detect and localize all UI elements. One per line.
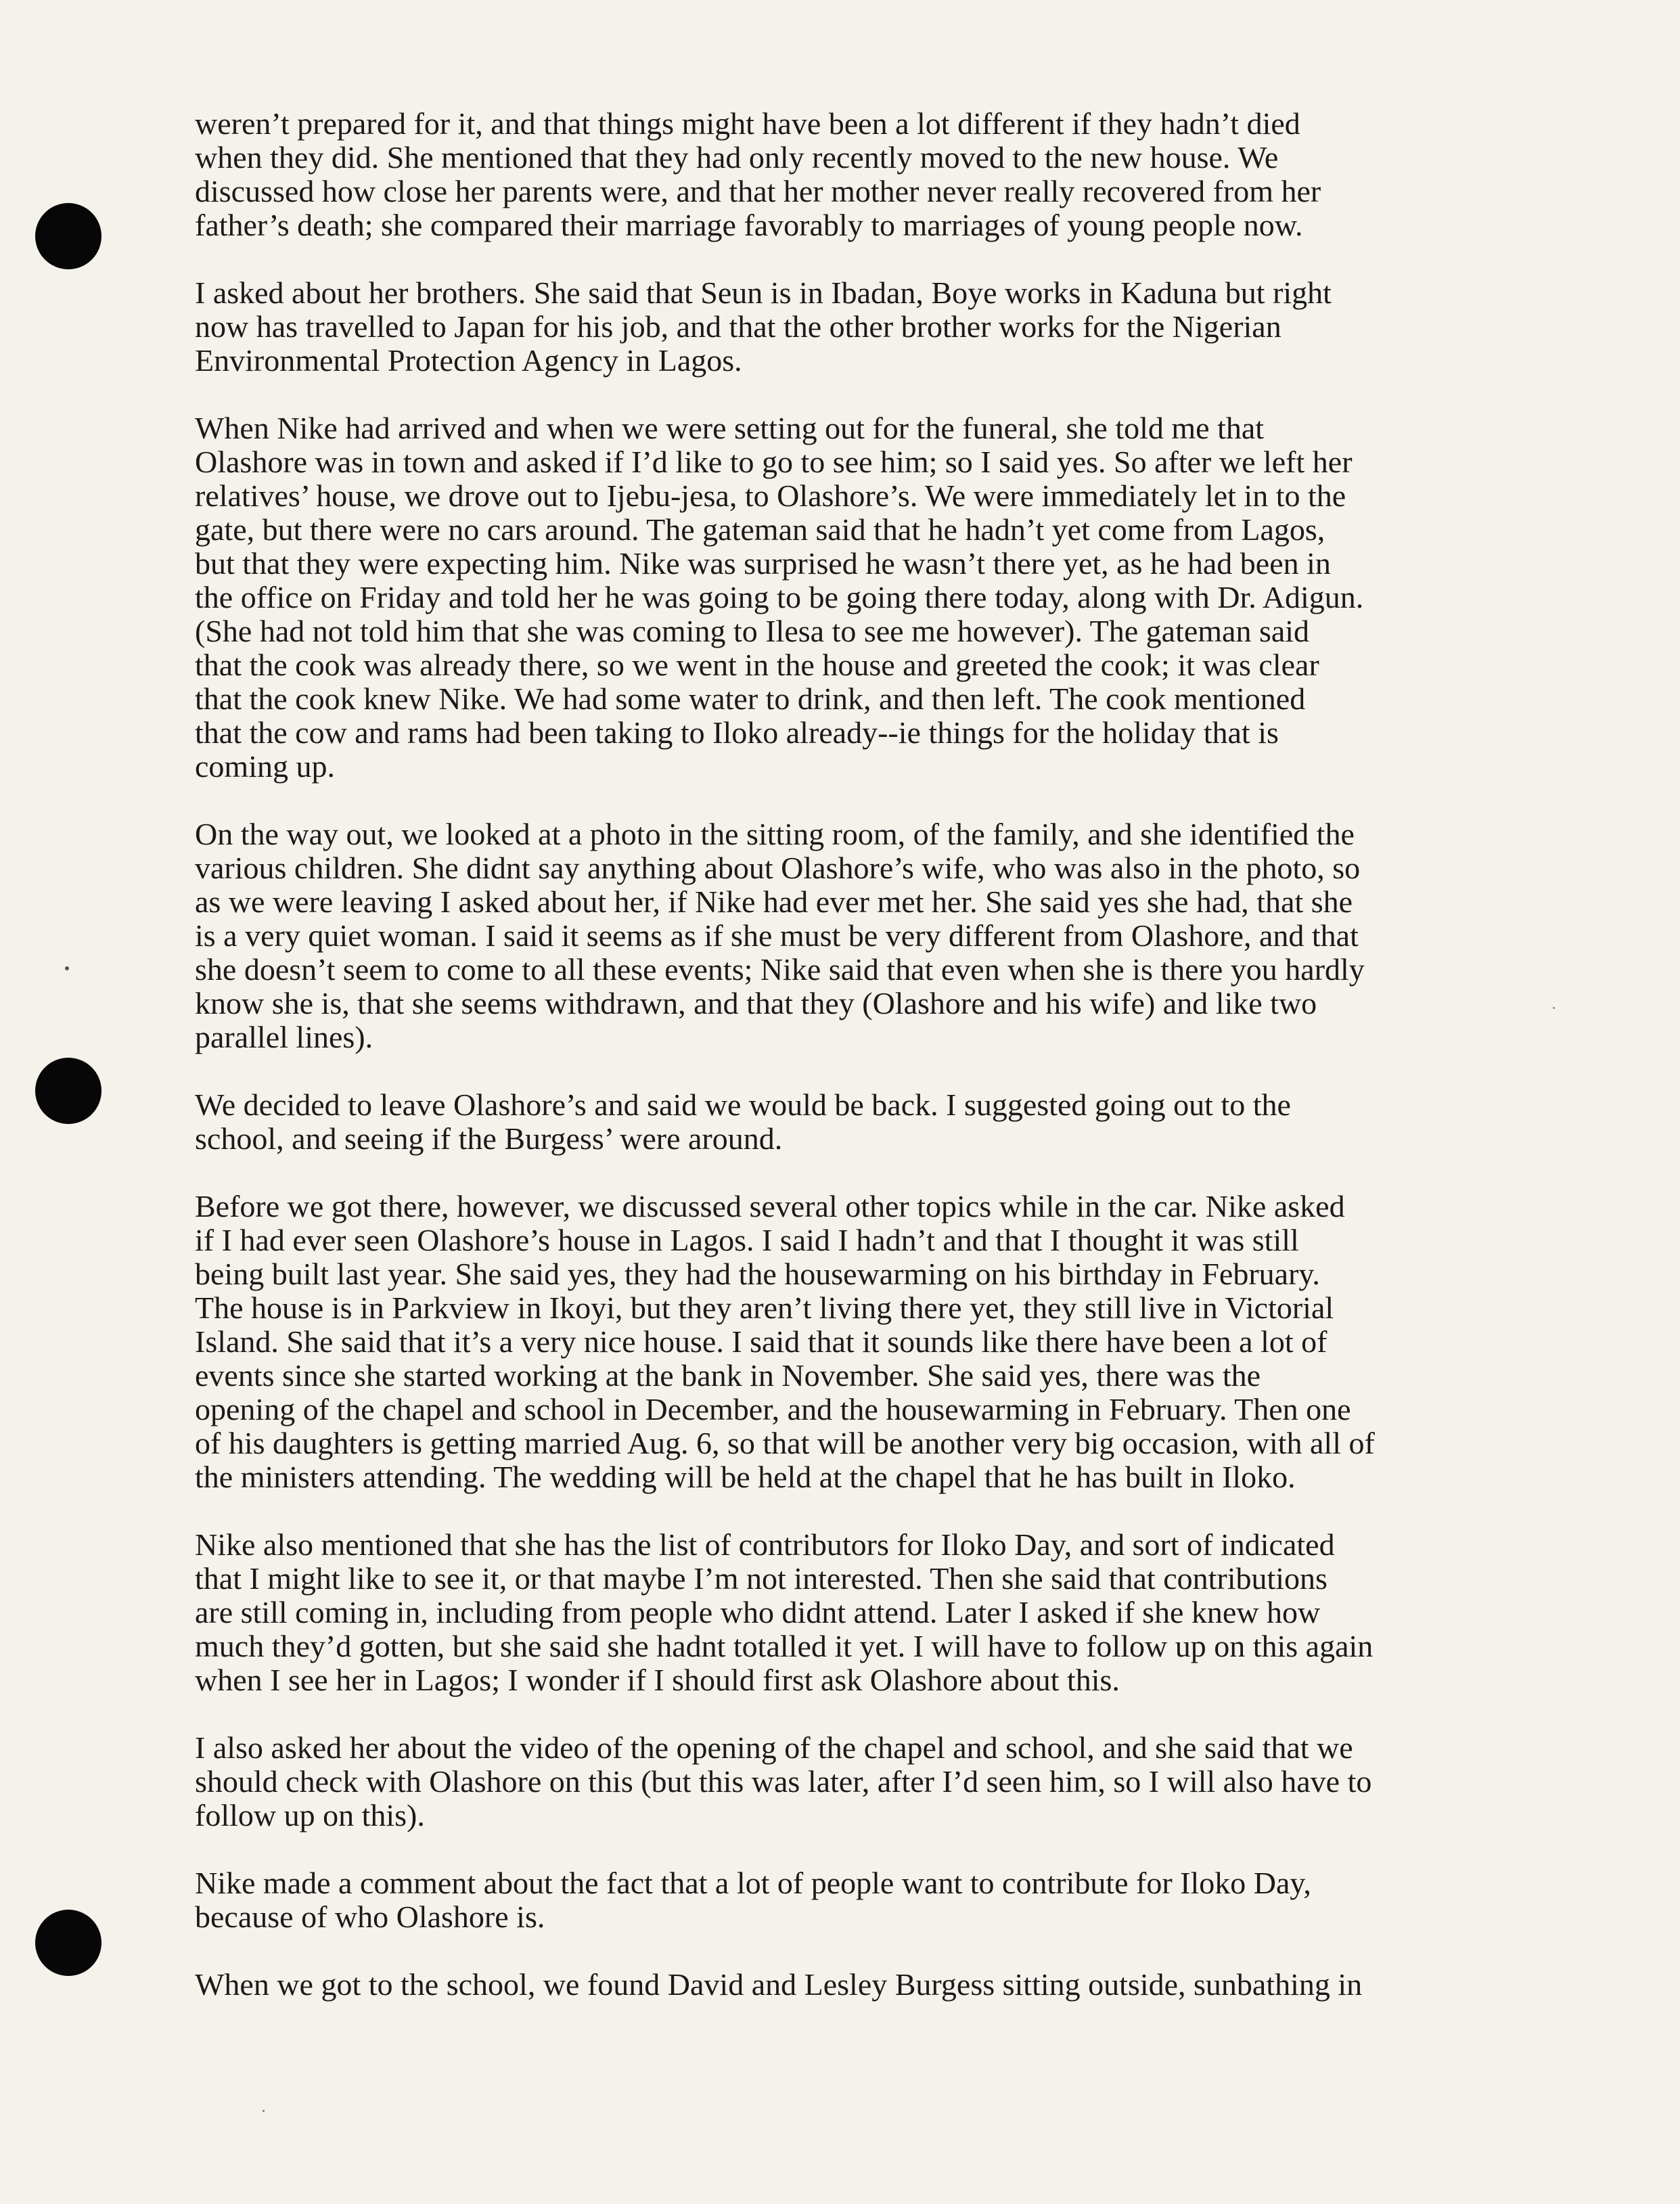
paragraph [195, 1866, 1516, 1934]
text-line: much they’d gotten, but she said she hadnt totalled it yet. I will have to follow up on this again [195, 1629, 1373, 1663]
paper-speck [1553, 1007, 1555, 1009]
text-line: When we got to the school, we found David and Lesley Burgess sitting outside, sunbathing in [195, 1967, 1363, 2002]
paragraph [195, 1731, 1516, 1832]
text-line: school, and seeing if the Burgess’ were around. [195, 1121, 783, 1156]
text-line: (She had not told him that she was coming to Ilesa to see me however). The gateman said [195, 614, 1310, 648]
text-line: The house is in Parkview in Ikoyi, but they aren’t living there yet, they still live in Victorial [195, 1290, 1334, 1325]
text-line: if I had ever seen Olashore’s house in Lagos. I said I hadn’t and that I thought it was still [195, 1223, 1299, 1257]
document-body [195, 107, 1516, 2036]
text-line: is a very quiet woman. I said it seems as if she must be very different from Olashore, and that [195, 918, 1359, 953]
text-line: now has travelled to Japan for his job, and that the other brother works for the Nigerian [195, 309, 1281, 344]
text-line: follow up on this). [195, 1798, 425, 1832]
text-line: relatives’ house, we drove out to Ijebu-jesa, to Olashore’s. We were immediately let in to the [195, 478, 1346, 513]
text-line: are still coming in, including from people who didnt attend. Later I asked if she knew how [195, 1595, 1321, 1629]
text-line: opening of the chapel and school in December, and the housewarming in February. Then one [195, 1392, 1351, 1426]
paragraph [195, 1968, 1516, 2002]
text-line: On the way out, we looked at a photo in the sitting room, of the family, and she identified the [195, 817, 1355, 851]
text-line: being built last year. She said yes, they had the housewarming on his birthday in February. [195, 1257, 1320, 1291]
text-line: I asked about her brothers. She said that Seun is in Ibadan, Boye works in Kaduna but right [195, 275, 1332, 310]
text-line: the office on Friday and told her he was going to be going there today, along with Dr. Adigun. [195, 580, 1364, 614]
text-line: gate, but there were no cars around. The gateman said that he hadn’t yet come from Lagos, [195, 512, 1325, 547]
text-line: Nike also mentioned that she has the list of contributors for Iloko Day, and sort of indicated [195, 1527, 1335, 1562]
paragraph [195, 1190, 1516, 1494]
text-line: know she is, that she seems withdrawn, and that they (Olashore and his wife) and like two [195, 986, 1317, 1020]
text-line: Olashore was in town and asked if I’d like to go to see him; so I said yes. So after we left her [195, 445, 1353, 479]
paragraph [195, 276, 1516, 378]
text-line: parallel lines). [195, 1020, 373, 1054]
text-line: the ministers attending. The wedding will be held at the chapel that he has built in Iloko. [195, 1460, 1296, 1494]
text-line: because of who Olashore is. [195, 1899, 545, 1934]
text-line: that the cook knew Nike. We had some water to drink, and then left. The cook mentioned [195, 681, 1306, 716]
paragraph [195, 1528, 1516, 1697]
text-line: Nike made a comment about the fact that a lot of people want to contribute for Iloko Day, [195, 1866, 1311, 1900]
punch-hole-bottom [35, 1910, 101, 1976]
paragraph [195, 411, 1516, 784]
text-line: We decided to leave Olashore’s and said we would be back. I suggested going out to the [195, 1087, 1291, 1122]
text-line: various children. She didnt say anything about Olashore’s wife, who was also in the photo, so [195, 851, 1361, 885]
text-line: when I see her in Lagos; I wonder if I should first ask Olashore about this. [195, 1663, 1120, 1697]
paper-speck [263, 2110, 265, 2112]
text-line: of his daughters is getting married Aug. 6, so that will be another very big occasion, with all of [195, 1426, 1375, 1460]
text-line: when they did. She mentioned that they had only recently moved to the new house. We [195, 140, 1279, 175]
text-line: should check with Olashore on this (but this was later, after I’d seen him, so I will also have to [195, 1764, 1372, 1799]
paragraph [195, 107, 1516, 242]
text-line: weren’t prepared for it, and that things might have been a lot different if they hadn’t died [195, 106, 1300, 141]
paper-speck [65, 966, 69, 970]
text-line: events since she started working at the bank in November. She said yes, there was the [195, 1358, 1261, 1393]
text-line: as we were leaving I asked about her, if Nike had ever met her. She said yes she had, that she [195, 884, 1353, 919]
text-line: father’s death; she compared their marriage favorably to marriages of young people now. [195, 208, 1303, 242]
text-line: but that they were expecting him. Nike was surprised he wasn’t there yet, as he had been in [195, 546, 1331, 581]
paragraph [195, 1088, 1516, 1156]
punch-hole-middle [35, 1058, 101, 1124]
text-line: When Nike had arrived and when we were setting out for the funeral, she told me that [195, 411, 1265, 445]
text-line: she doesn’t seem to come to all these events; Nike said that even when she is there you hardly [195, 952, 1365, 987]
paragraph [195, 817, 1516, 1054]
text-line: coming up. [195, 749, 335, 784]
text-line: discussed how close her parents were, and that her mother never really recovered from her [195, 174, 1321, 208]
text-line: that I might like to see it, or that maybe I’m not interested. Then she said that contributions [195, 1561, 1327, 1596]
text-line: Environmental Protection Agency in Lagos. [195, 343, 742, 378]
punch-hole-top [35, 203, 101, 269]
text-line: Before we got there, however, we discussed several other topics while in the car. Nike asked [195, 1189, 1345, 1223]
text-line: that the cook was already there, so we went in the house and greeted the cook; it was clear [195, 648, 1319, 682]
text-line: I also asked her about the video of the opening of the chapel and school, and she said that we [195, 1730, 1353, 1765]
text-line: Island. She said that it’s a very nice house. I said that it sounds like there have been a lot of [195, 1324, 1327, 1359]
text-line: that the cow and rams had been taking to Iloko already--ie things for the holiday that is [195, 715, 1279, 750]
